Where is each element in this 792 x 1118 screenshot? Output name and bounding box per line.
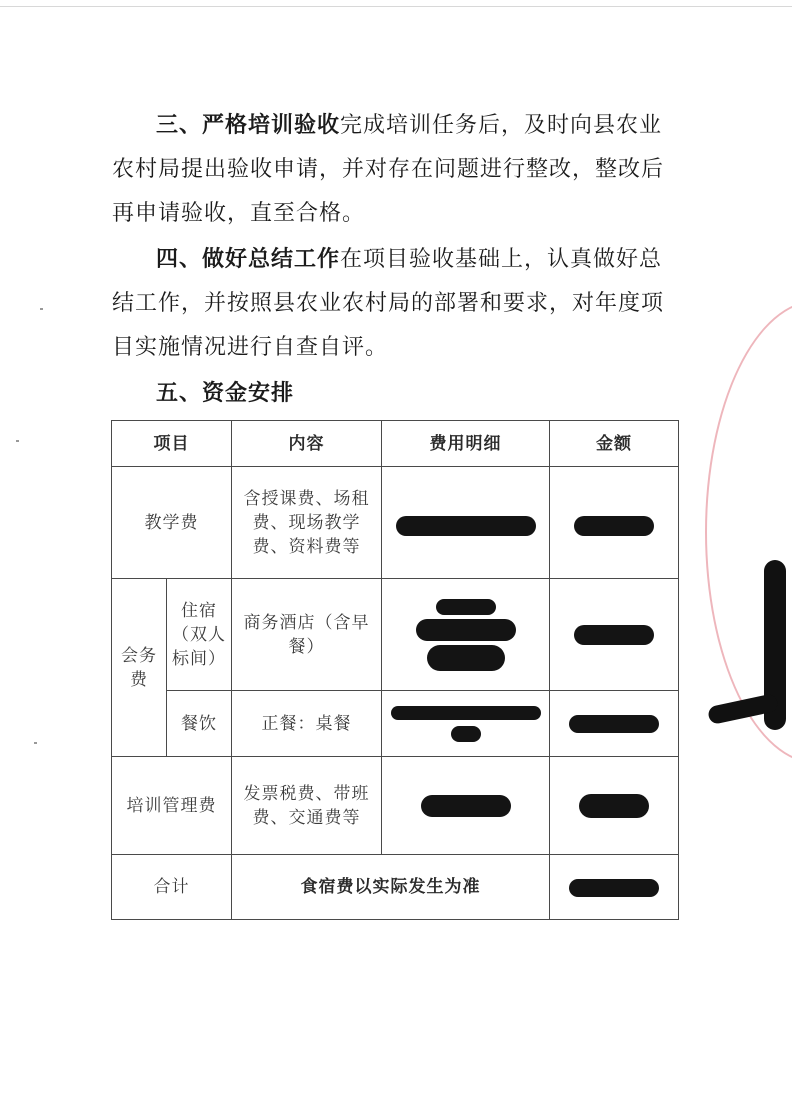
table-row-dining	[112, 691, 679, 757]
scan-speck	[16, 440, 19, 442]
cell-lodging-content: 商务酒店（含早餐）	[232, 579, 382, 691]
header-detail: 费用明细	[382, 421, 550, 467]
cell-total-item: 合计	[112, 855, 232, 920]
scan-speck	[40, 308, 43, 310]
cell-management-amount	[550, 757, 679, 855]
cell-dining-sub: 餐饮	[167, 691, 232, 757]
paragraph-summary-title: 四、做好总结工作	[156, 247, 341, 272]
header-content: 内容	[232, 421, 382, 467]
cell-teaching-content: 含授课费、场租费、现场教学费、资料费等	[232, 467, 382, 579]
cell-total-note: 食宿费以实际发生为准	[232, 855, 550, 920]
cell-dining-content: 正餐：桌餐	[232, 691, 382, 757]
header-item: 项目	[112, 421, 232, 467]
redaction-mark	[421, 795, 511, 817]
redaction-mark	[436, 599, 496, 615]
cell-lodging-sub: 住宿（双人标间）	[167, 579, 232, 691]
cell-management-detail	[382, 757, 550, 855]
cell-lodging-detail	[382, 579, 550, 691]
table-row-total	[112, 855, 679, 920]
cell-dining-amount	[550, 691, 679, 757]
page-top-rule	[0, 6, 792, 7]
paragraph-summary-body: 在项目验收基础上，认真做好总结工作，并按照县农业农村局的部署和要求，对年度项目实施情况进行自查自评。	[112, 247, 665, 360]
header-amount: 金额	[550, 421, 679, 467]
table-row-management	[112, 757, 679, 855]
table-row-lodging	[112, 579, 679, 691]
redaction-mark	[569, 879, 659, 897]
redaction-mark	[574, 516, 654, 536]
paragraph-acceptance-body: 完成培训任务后，及时向县农业农村局提出验收申请，并对存在问题进行整改，整改后再申请验收，直至合格。	[112, 113, 665, 226]
redaction-mark	[396, 516, 536, 536]
scan-speck	[34, 742, 37, 744]
cell-teaching-item: 教学费	[112, 467, 232, 579]
cell-dining-detail	[382, 691, 550, 757]
redaction-mark	[427, 645, 505, 671]
redaction-mark	[579, 794, 649, 818]
redaction-mark	[391, 706, 541, 720]
cell-management-item: 培训管理费	[112, 757, 232, 855]
table-row-teaching	[112, 467, 679, 579]
paragraph-acceptance-title: 三、严格培训验收	[156, 113, 341, 138]
redaction-mark	[574, 625, 654, 645]
cell-teaching-detail	[382, 467, 550, 579]
paragraph-acceptance	[112, 104, 682, 236]
table-header-row	[112, 421, 679, 467]
section-heading-funding: 五、资金安排	[156, 381, 295, 406]
redaction-mark	[569, 715, 659, 733]
budget-table	[111, 420, 679, 920]
redaction-mark	[451, 726, 481, 742]
cell-lodging-amount	[550, 579, 679, 691]
cell-management-content: 发票税费、带班费、交通费等	[232, 757, 382, 855]
paragraph-summary	[112, 238, 682, 370]
cell-teaching-amount	[550, 467, 679, 579]
redaction-mark	[416, 619, 516, 641]
cell-meeting-item: 会务费	[112, 579, 167, 757]
cell-total-amount	[550, 855, 679, 920]
